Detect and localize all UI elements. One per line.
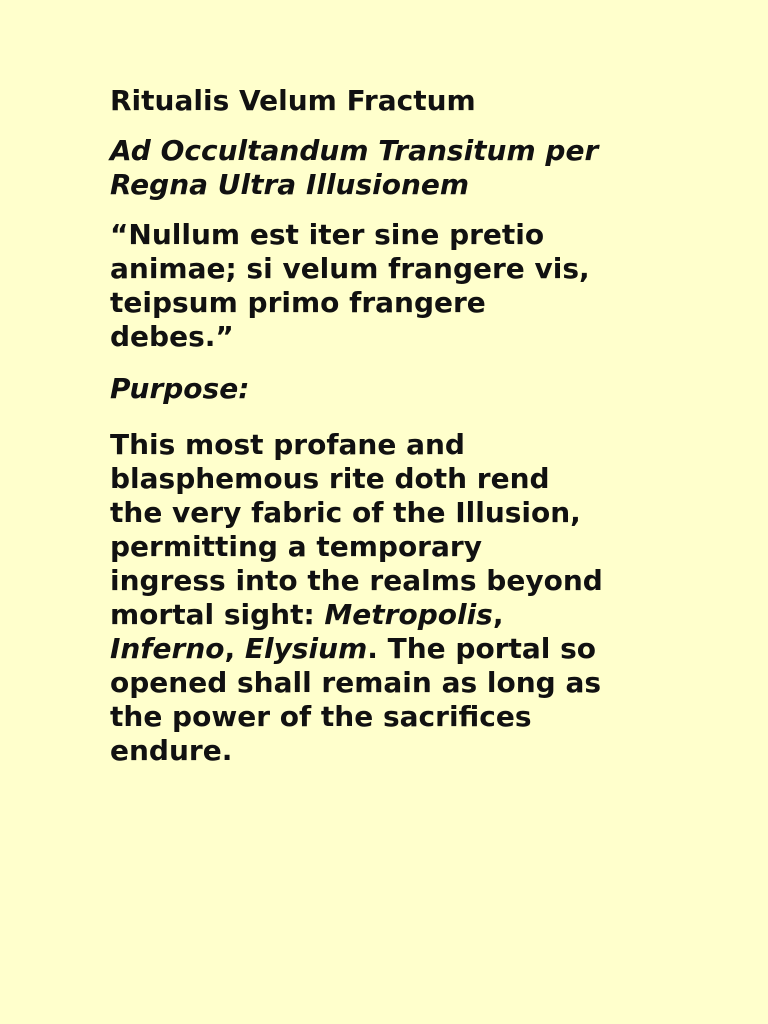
document-subtitle bbox=[110, 134, 670, 202]
purpose-line-7-suffix: . The portal so bbox=[367, 632, 597, 665]
metropolis-term: Metropolis bbox=[324, 598, 493, 631]
purpose-line-1: This most profane and bbox=[110, 428, 465, 461]
purpose-line-9: the power of the sacrifices bbox=[110, 700, 532, 733]
quote-line-2: animae; si velum frangere vis, bbox=[110, 252, 590, 285]
purpose-heading: Purpose: bbox=[110, 372, 250, 405]
subtitle-line-1: Ad Occultandum Transitum per bbox=[110, 134, 599, 167]
purpose-line-3: the very fabric of the Illusion, bbox=[110, 496, 581, 529]
purpose-line-6 bbox=[110, 598, 670, 632]
inferno-term: Inferno bbox=[110, 632, 225, 665]
purpose-line-5: ingress into the realms beyond bbox=[110, 564, 603, 597]
purpose-line-6-prefix: mortal sight: bbox=[110, 598, 325, 631]
purpose-paragraph bbox=[110, 428, 670, 768]
quote-line-3: teipsum primo frangere bbox=[110, 286, 486, 319]
elysium-term: Elysium bbox=[244, 632, 368, 665]
quote-line-4: debes.” bbox=[110, 320, 234, 353]
subtitle-line-2: Regna Ultra Illusionem bbox=[110, 168, 470, 201]
purpose-line-6-suffix: , bbox=[492, 598, 504, 631]
purpose-line-7-separator: , bbox=[224, 632, 245, 665]
purpose-line-2: blasphemous rite doth rend bbox=[110, 462, 550, 495]
purpose-line-7 bbox=[110, 632, 670, 666]
purpose-line-10: endure. bbox=[110, 734, 233, 767]
document-content bbox=[110, 84, 670, 768]
document-title: Ritualis Velum Fractum bbox=[110, 84, 476, 117]
document-quote bbox=[110, 218, 670, 354]
purpose-line-4: permitting a temporary bbox=[110, 530, 482, 563]
purpose-line-8: opened shall remain as long as bbox=[110, 666, 601, 699]
quote-line-1: “Nullum est iter sine pretio bbox=[110, 218, 545, 251]
